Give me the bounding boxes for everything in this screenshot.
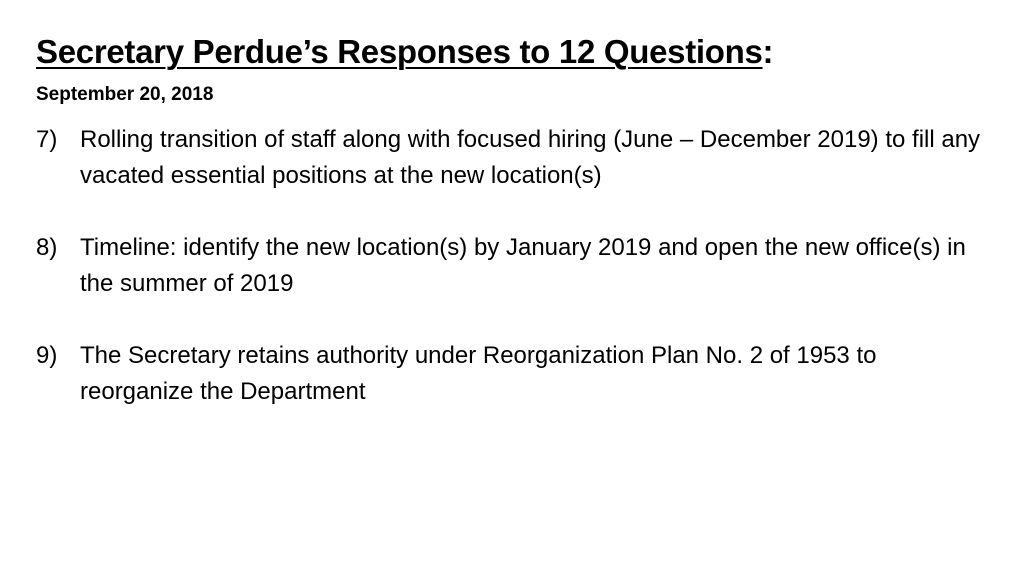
slide-title	[36, 30, 773, 74]
response-list	[36, 122, 996, 446]
list-item	[36, 338, 996, 410]
slide-title-text: Secretary Perdue’s Responses to 12 Questions	[36, 33, 763, 70]
item-text: Rolling transition of staff along with focused hiring (June – December 2019) to fill any vacated essential positions at the new location(s)	[80, 126, 981, 189]
slide-date: September 20, 2018	[36, 84, 214, 105]
item-number: 8)	[36, 234, 58, 261]
list-item	[36, 230, 996, 302]
item-text: The Secretary retains authority under Reorganization Plan No. 2 of 1953 to reorganize the Department	[80, 342, 877, 405]
item-number: 9)	[36, 342, 58, 369]
item-text: Timeline: identify the new location(s) by January 2019 and open the new office(s) in the summer of 2019	[80, 234, 966, 297]
list-item	[36, 122, 996, 194]
item-number: 7)	[36, 126, 58, 153]
slide-title-colon: :	[762, 33, 774, 70]
